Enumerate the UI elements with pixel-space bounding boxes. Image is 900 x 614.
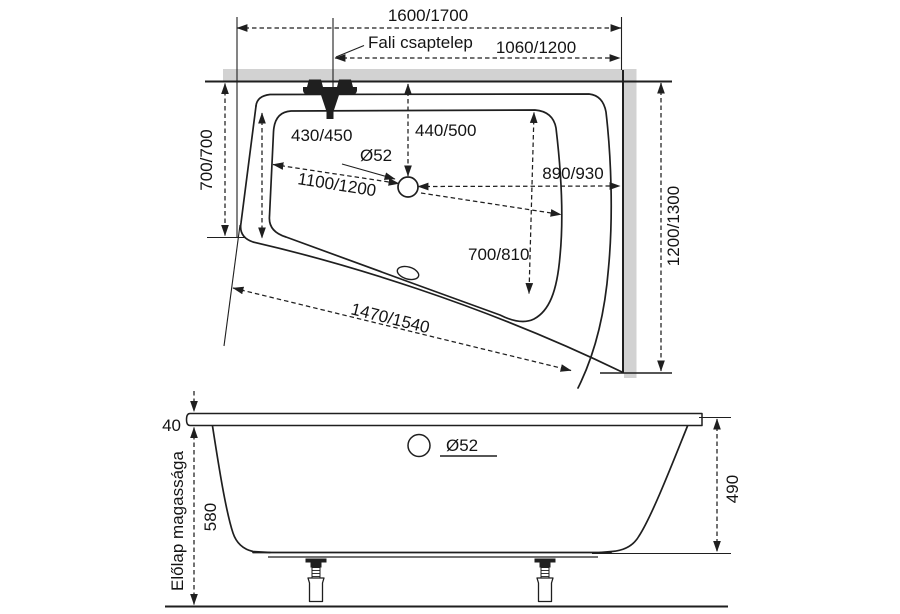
faucet-label: Fali csaptelep [368,33,473,52]
dim-drain-diameter-side-label: Ø52 [446,436,479,455]
dim-drain-from-left-label: 1100/1200 [296,169,378,201]
ext-line-front-left [224,225,240,346]
dim-faucet-distance-label: 1060/1200 [495,38,577,57]
foot-right-icon [535,559,556,602]
dim-drain-diameter-label: Ø52 [360,146,393,165]
top-view [197,6,683,388]
tub-outer-left-front-edge [241,106,622,372]
wall-right-band [624,69,637,378]
dim-left-side-depth-label: 700/700 [197,129,216,191]
dim-drain-from-back-wall-label: 440/500 [415,121,477,140]
side-view [162,391,742,607]
dim-line-drain-to-right-edge [421,193,561,215]
drain-side-icon [408,435,430,457]
dim-front-edge-length-label: 1470/1540 [349,299,432,338]
dim-shell-height-label: 580 [201,502,220,532]
shell-left-edge [213,426,271,553]
dim-inner-left-depth-label: 430/450 [291,126,353,145]
dim-overall-width-label: 1600/1700 [387,6,469,25]
foot-left-icon [306,559,327,602]
dim-drain-to-right-label: 890/930 [542,164,604,183]
faucet-icon [303,80,357,120]
dim-line-drain-to-wall [418,186,620,187]
drain-hole-icon [398,177,418,197]
leader-faucet-label [336,46,364,58]
dim-overall-depth-label: 1200/1300 [664,185,683,267]
dim-inner-height-label: 490 [723,474,742,504]
shell-right-edge [600,426,688,553]
dim-inner-right-depth-label: 700/810 [468,245,530,264]
dim-line-inner-right-depth [529,113,534,294]
rim-band [187,414,703,426]
front-panel-height-label: Előlap magassága [168,451,187,591]
wall-top-band [223,69,636,82]
dim-rim-thickness-label: 40 [162,416,181,435]
